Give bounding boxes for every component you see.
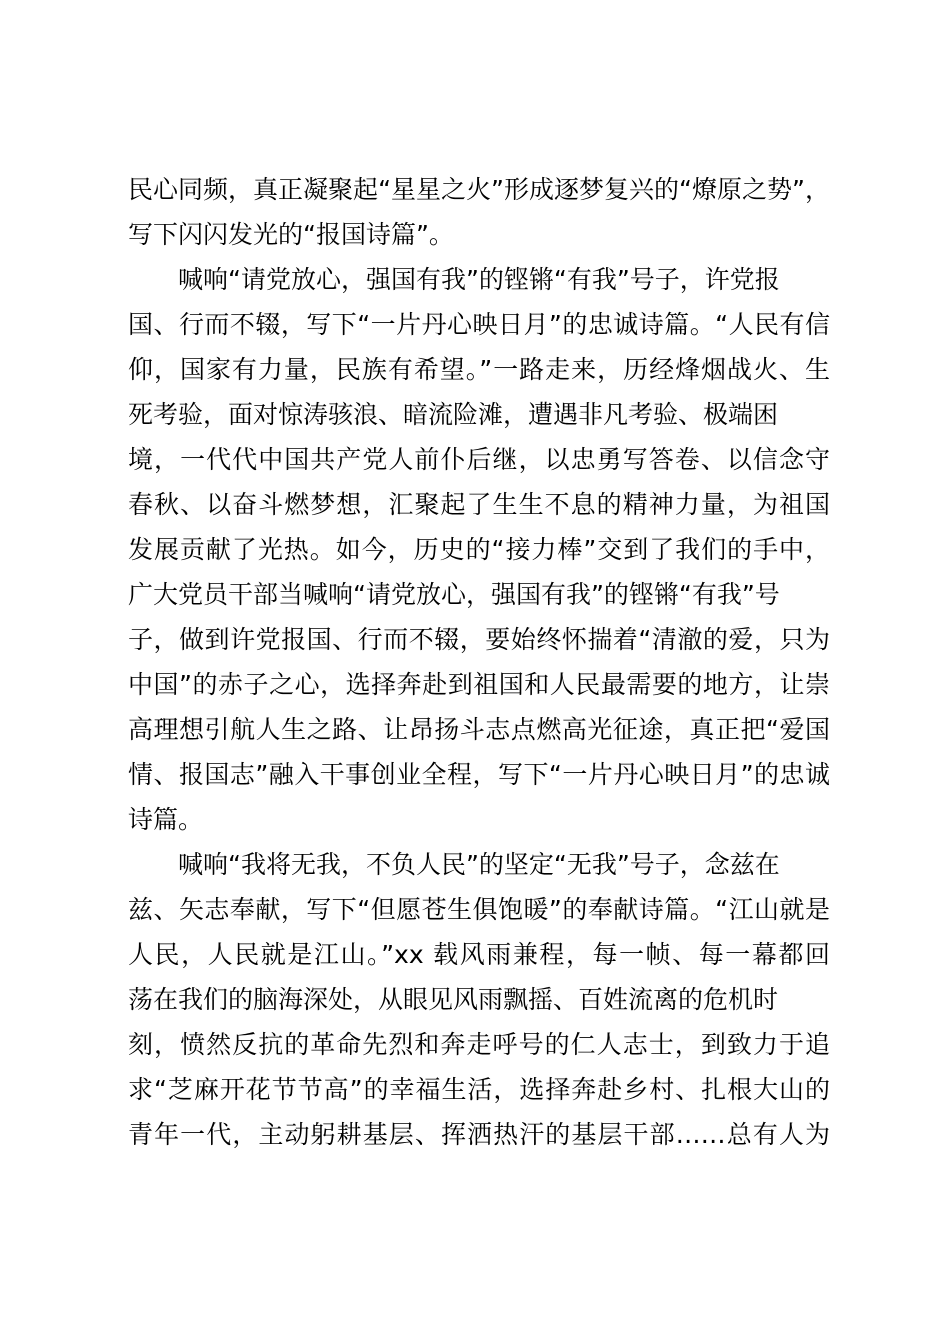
- paragraph-1-line: 民心同频，真正凝聚起“星星之火”形成逐梦复兴的“燎原之势”，: [128, 175, 830, 204]
- paragraph-3-line: 人民，人民就是江山。”xx 载风雨兼程，每一帧、每一幕都回: [128, 940, 830, 969]
- paragraph-3-line: 刻，愤然反抗的革命先烈和奔走呼号的仁人志士，到致力于追: [128, 1030, 830, 1059]
- paragraph-2-line: 子，做到许党报国、行而不辍，要始终怀揣着“清澈的爱，只为: [128, 625, 830, 654]
- paragraph-3-line: 喊响“我将无我，不负人民”的坚定“无我”号子，念兹在: [178, 850, 780, 879]
- paragraph-2-line: 广大党员干部当喊响“请党放心，强国有我”的铿锵“有我”号: [128, 580, 780, 609]
- paragraph-2-line: 喊响“请党放心，强国有我”的铿锵“有我”号子，许党报: [178, 265, 780, 294]
- paragraph-2-line: 国、行而不辍，写下“一片丹心映日月”的忠诚诗篇。“人民有信: [128, 310, 830, 339]
- paragraph-2-line: 诗篇。: [128, 805, 204, 834]
- paragraph-2-line: 境，一代代中国共产党人前仆后继，以忠勇写答卷、以信念守: [128, 445, 830, 474]
- paragraph-2-line: 发展贡献了光热。如今，历史的“接力棒”交到了我们的手中，: [128, 535, 830, 564]
- paragraph-2-line: 仰，国家有力量，民族有希望。”一路走来，历经烽烟战火、生: [128, 355, 830, 384]
- paragraph-3-line: 青年一代，主动躬耕基层、挥洒热汗的基层干部……总有人为: [128, 1120, 830, 1149]
- paragraph-2-line: 死考验，面对惊涛骇浪、暗流险滩，遭遇非凡考验、极端困: [128, 400, 779, 429]
- paragraph-3-line: 求“芝麻开花节节高”的幸福生活，选择奔赴乡村、扎根大山的: [128, 1075, 830, 1104]
- paragraph-2-line: 高理想引航人生之路、让昂扬斗志点燃高光征途，真正把“爱国: [128, 715, 830, 744]
- paragraph-1-line: 写下闪闪发光的“报国诗篇”。: [128, 220, 454, 249]
- paragraph-3-line: 兹、矢志奉献，写下“但愿苍生俱饱暖”的奉献诗篇。“江山就是: [128, 895, 830, 924]
- paragraph-2-line: 春秋、以奋斗燃梦想，汇聚起了生生不息的精神力量，为祖国: [128, 490, 830, 519]
- paragraph-2-line: 中国”的赤子之心，选择奔赴到祖国和人民最需要的地方，让崇: [128, 670, 830, 699]
- paragraph-3-line: 荡在我们的脑海深处，从眼见风雨飘摇、百姓流离的危机时: [128, 985, 779, 1014]
- paragraph-2-line: 情、报国志”融入干事创业全程，写下“一片丹心映日月”的忠诚: [128, 760, 830, 789]
